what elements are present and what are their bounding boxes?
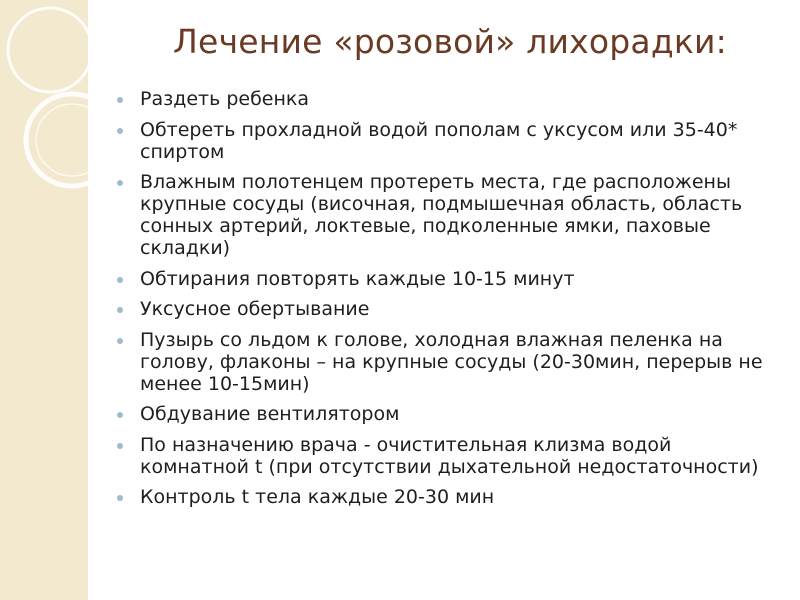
decorative-side-band [0, 0, 88, 600]
list-item [140, 88, 785, 110]
list-item [140, 298, 785, 320]
bullet-icon [117, 97, 123, 103]
list-item-text: Обтереть прохладной водой пополам с уксусом или 35-40* спиртом [140, 118, 738, 163]
list-item [140, 486, 785, 508]
list-item-text: Раздеть ребенка [140, 88, 310, 110]
bullet-icon [117, 128, 123, 134]
list-item-text: По назначению врача - очистительная клизма водой комнатной t (при отсутствии дыхательной недостаточности) [140, 433, 759, 478]
list-item-text: Обтирания повторять каждые 10-15 минут [140, 267, 575, 290]
bullet-icon [117, 277, 123, 283]
bullet-icon [117, 338, 123, 344]
list-item [140, 434, 785, 478]
bullet-icon [117, 443, 123, 449]
list-item-text: Влажным полотенцем протереть места, где расположены крупные сосуды (височная, подмышечная область, область сонных артерий, локтевые, подколенные ямки, паховые складки) [140, 171, 743, 259]
list-item-text: Уксусное обертывание [140, 298, 370, 320]
bullet-list [140, 88, 785, 517]
decorative-circles [0, 0, 88, 600]
bullet-icon [117, 412, 123, 418]
list-item [140, 268, 785, 290]
bullet-icon [117, 307, 123, 313]
list-item-text: Пузырь со льдом к голове, холодная влажная пеленка на голову, флаконы – на крупные сосуды (20-30мин, перерыв не менее 10-15мин) [140, 328, 763, 395]
list-item [140, 329, 785, 395]
bullet-icon [117, 495, 123, 501]
list-item [140, 403, 785, 425]
slide-title: Лечение «розовой» лихорадки: [173, 22, 727, 61]
bullet-icon [117, 180, 123, 186]
list-item-text: Контроль t тела каждые 20-30 мин [140, 486, 495, 508]
list-item [140, 119, 785, 163]
list-item [140, 171, 785, 259]
list-item-text: Обдувание вентилятором [140, 403, 400, 425]
